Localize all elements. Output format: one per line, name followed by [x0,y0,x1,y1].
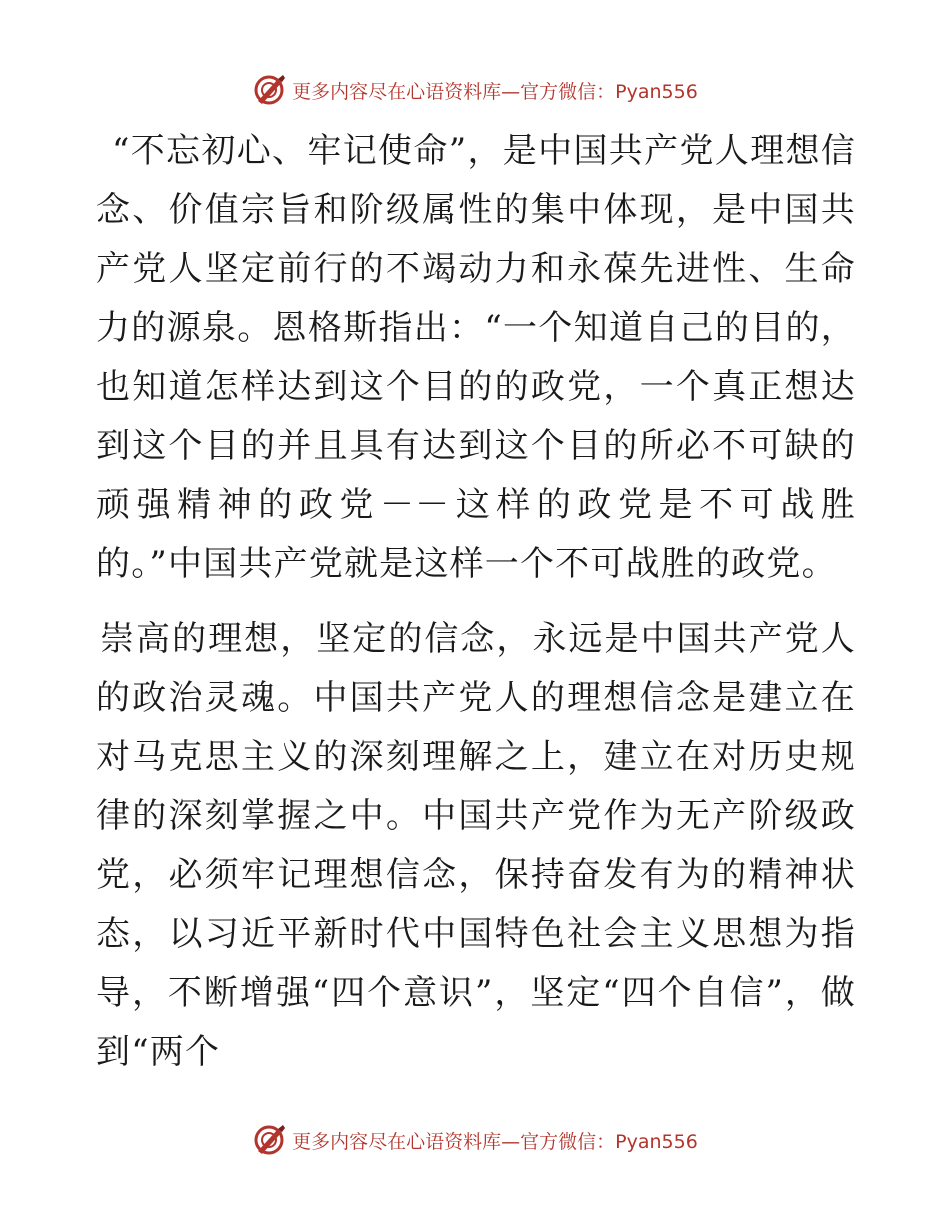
pen-logo-icon [252,1123,286,1157]
document-body [96,122,856,1082]
watermark-text: 更多内容尽在心语资料库—官方微信：Pyan556 [292,80,698,103]
watermark-text: 更多内容尽在心语资料库—官方微信：Pyan556 [292,1130,698,1153]
paragraph: 崇高的理想，坚定的信念，永远是中国共产党人的政治灵魂。中国共产党人的理想信念是建立在对马克思主义的深刻理解之上，建立在对历史规律的深刻掌握之中。中国共产党作为无产阶级政党，必须牢记理想信念，保持奋发有为的精神状态，以习近平新时代中国特色社会主义思想为指导，不断增强“四个意识”，坚定“四个自信”，做到“两个 [96,619,856,1072]
header-watermark [0,70,950,110]
paragraph: “不忘初心、牢记使命”，是中国共产党人理想信念、价值宗旨和阶级属性的集中体现，是中国共产党人坚定前行的不竭动力和永葆先进性、生命力的源泉。恩格斯指出：“一个知道自己的目的，也知道怎样达到这个目的的政党，一个真正想达到这个目的并且具有达到这个目的所必不可缺的顽强精神的政党－－这样的政党是不可战胜的。”中国共产党就是这样一个不可战胜的政党。 [96,131,856,584]
pen-logo-icon [252,73,286,107]
footer-watermark [0,1120,950,1160]
